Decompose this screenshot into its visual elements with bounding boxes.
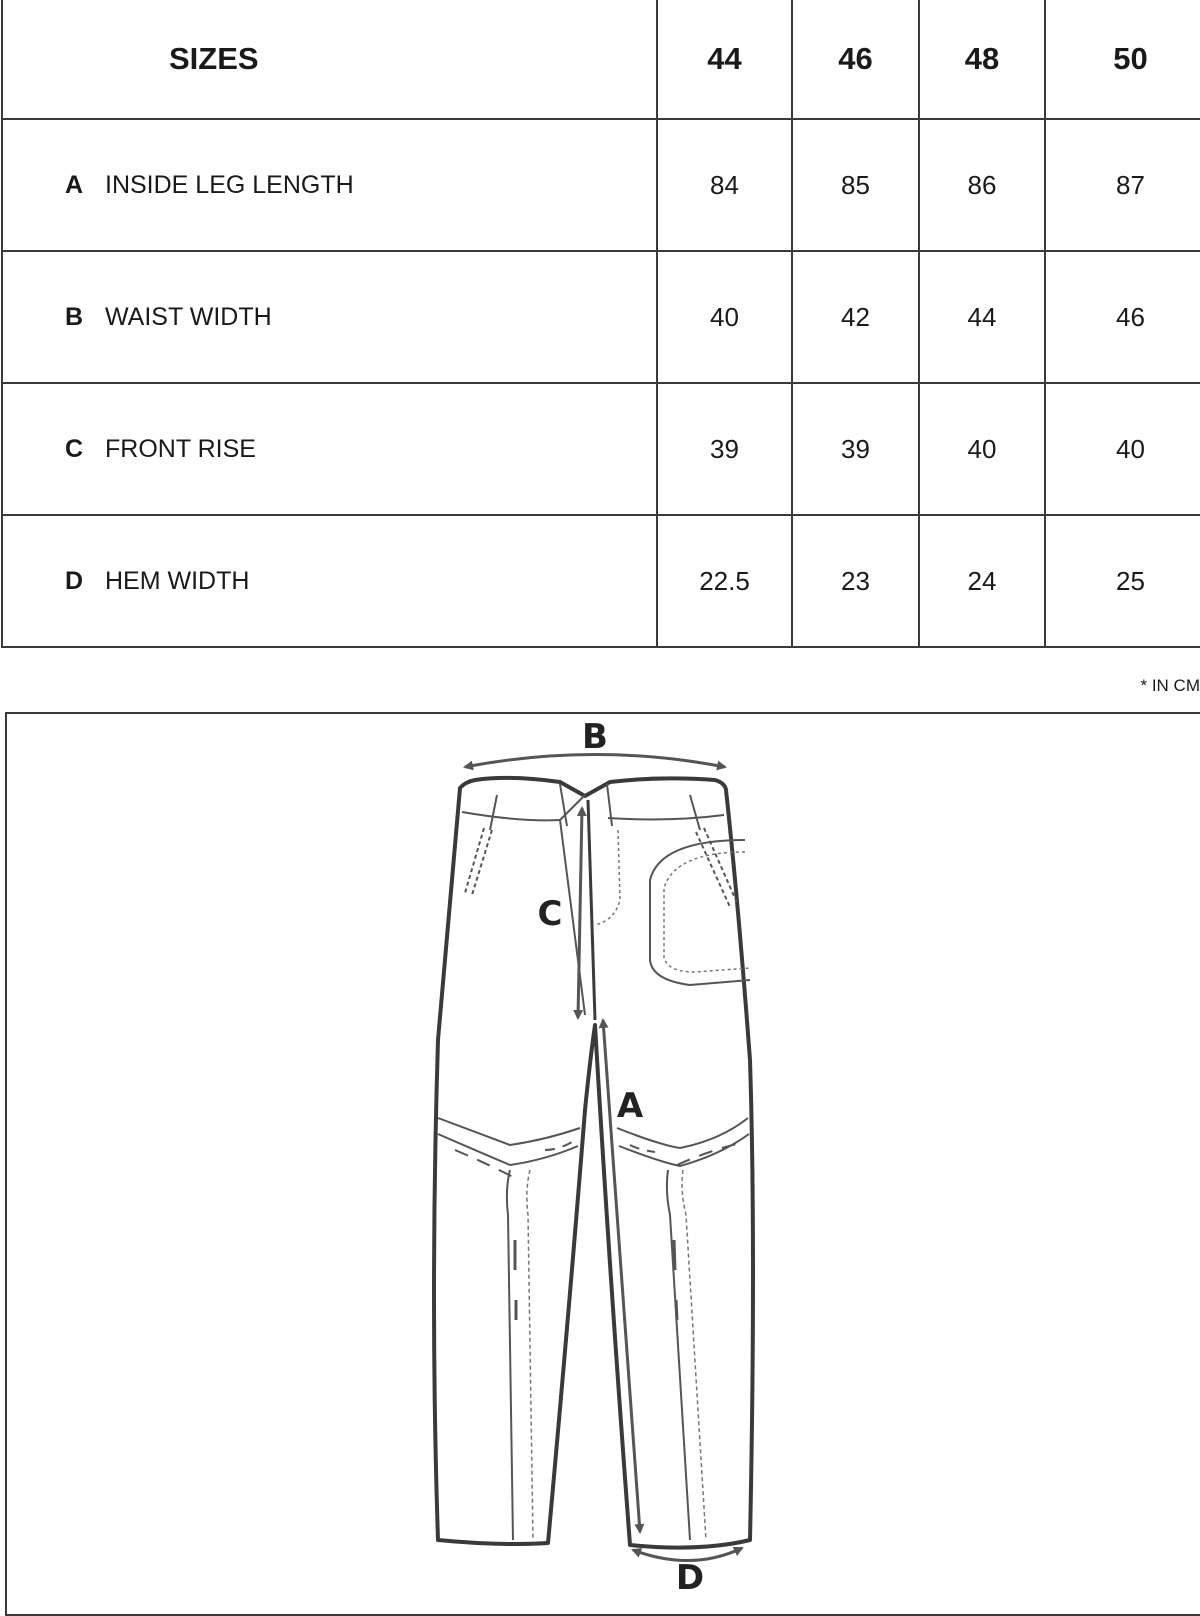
table-cell: 24 — [919, 515, 1045, 647]
table-cell: 44 — [919, 251, 1045, 383]
row-letter: D — [65, 567, 105, 596]
size-header: 44 — [657, 0, 792, 119]
table-cell: 42 — [792, 251, 919, 383]
knee-panel-seams — [438, 1118, 749, 1540]
table-cell: 40 — [657, 251, 792, 383]
row-letter: A — [65, 171, 105, 200]
size-header: 50 — [1045, 0, 1200, 119]
fly-stitch — [595, 830, 620, 925]
row-letter: C — [65, 435, 105, 464]
label-b: B — [582, 717, 608, 757]
row-label-text: WAIST WIDTH — [105, 303, 272, 331]
label-c: C — [538, 894, 563, 934]
table-cell: 39 — [792, 383, 919, 515]
row-label-text: HEM WIDTH — [105, 567, 249, 595]
table-cell: 86 — [919, 119, 1045, 251]
size-header: 48 — [919, 0, 1045, 119]
pocket-details — [465, 795, 750, 985]
table-cell: 25 — [1045, 515, 1200, 647]
table-cell: 22.5 — [657, 515, 792, 647]
unit-note: * IN CM — [1141, 676, 1200, 696]
row-label-text: FRONT RISE — [105, 435, 256, 463]
table-cell: 23 — [792, 515, 919, 647]
table-cell: 85 — [792, 119, 919, 251]
label-a: A — [617, 1086, 644, 1126]
row-letter: B — [65, 303, 105, 332]
row-label-text: INSIDE LEG LENGTH — [105, 171, 354, 199]
label-d: D — [676, 1558, 704, 1593]
size-header: 46 — [792, 0, 919, 119]
table-cell: 39 — [657, 383, 792, 515]
table-cell: 46 — [1045, 251, 1200, 383]
table-cell: 84 — [657, 119, 792, 251]
sizes-header: SIZES — [2, 0, 657, 119]
table-cell: 40 — [1045, 383, 1200, 515]
table-cell: 87 — [1045, 119, 1200, 251]
table-cell: 40 — [919, 383, 1045, 515]
